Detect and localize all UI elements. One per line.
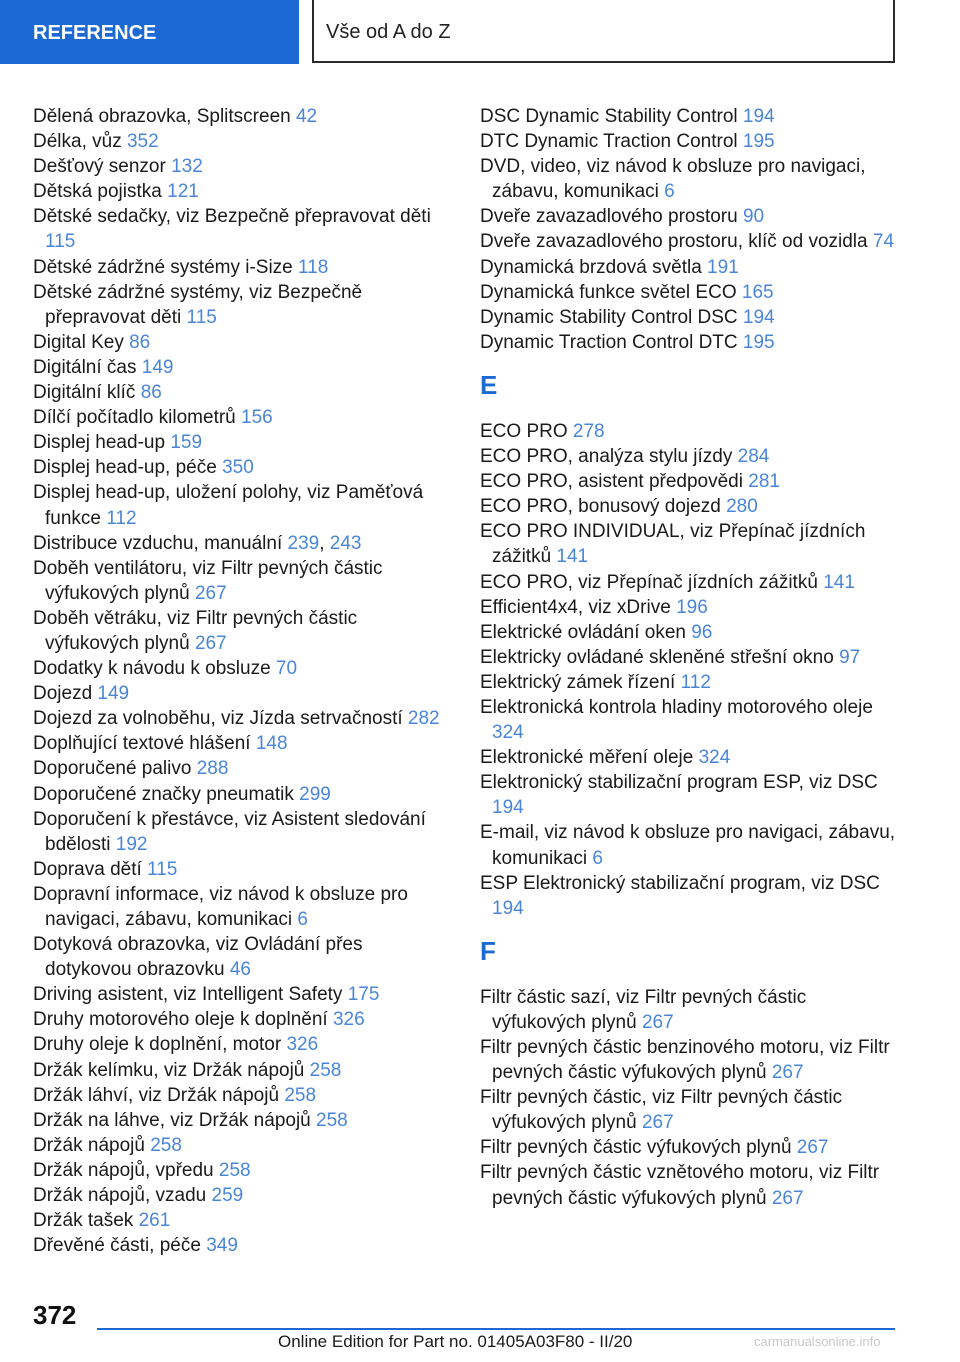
index-entry: [33, 1108, 453, 1133]
index-term: Držák na láhve, viz Držák nápojů: [33, 1109, 317, 1131]
index-term: E-mail, viz návod k obsluze pro navigaci, zábavu, komunikaci: [480, 822, 896, 869]
page-reference-link[interactable]: 195: [742, 331, 775, 353]
index-entry: [480, 570, 900, 595]
page-reference-link[interactable]: 121: [167, 181, 199, 203]
index-term: Délka, vůz: [33, 131, 127, 153]
index-term: Doběh ventilátoru, viz Filtr pevných částic výfukových plynů: [33, 557, 383, 604]
index-entry: [480, 595, 900, 620]
page-reference-link[interactable]: 112: [680, 671, 711, 693]
page-reference-link[interactable]: 258: [309, 1059, 342, 1081]
index-entry: [480, 620, 900, 645]
index-entry: [33, 104, 453, 129]
index-term: Driving asistent, viz Intelligent Safety: [33, 984, 348, 1006]
index-term: Doporučené značky pneumatik: [33, 783, 300, 805]
page-reference-link[interactable]: 141: [556, 546, 589, 568]
index-term: ESP Elektronický stabilizační program, viz DSC: [480, 872, 880, 894]
page-reference-link[interactable]: 243: [329, 532, 362, 554]
index-term: Elektrický zámek řízení: [480, 671, 681, 693]
index-group-f: [480, 985, 900, 1211]
index-term: DVD, video, viz návod k obsluze pro navigaci, zábavu, komunikaci: [480, 156, 866, 203]
index-term: Dětské zádržné systémy i-Size: [33, 256, 299, 278]
index-entry: [33, 731, 453, 756]
page-reference-link[interactable]: 258: [284, 1084, 317, 1106]
page-reference-link[interactable]: 70: [275, 658, 298, 680]
page-reference-link[interactable]: 6: [592, 847, 603, 869]
index-term: Držák nápojů, vpředu: [33, 1159, 219, 1181]
index-term: Dětská pojistka: [33, 181, 168, 203]
index-term: Držák kelímku, viz Držák nápojů: [33, 1059, 310, 1081]
index-entry: [480, 670, 900, 695]
index-term: Dešťový senzor: [33, 156, 172, 178]
index-term: Filtr pevných částic benzinového motoru, viz Filtr pevných částic výfukových plynů: [480, 1037, 890, 1084]
index-term: Doporučené palivo: [33, 758, 197, 780]
index-entry: [480, 444, 900, 469]
page-reference-link[interactable]: 324: [492, 722, 524, 744]
page-reference-link[interactable]: 350: [222, 457, 254, 479]
index-entry: [480, 129, 900, 154]
page-reference-link[interactable]: 90: [742, 206, 765, 228]
page-reference-link[interactable]: 195: [742, 131, 775, 153]
index-term: Displej head-up, péče: [33, 457, 223, 479]
index-entry: [33, 807, 453, 857]
page-reference-link[interactable]: 194: [492, 797, 524, 819]
index-term: Držák láhví, viz Držák nápojů: [33, 1084, 285, 1106]
page-number: 372: [33, 1300, 77, 1330]
index-term: Digitální čas: [33, 356, 142, 378]
index-term: Elektronický stabilizační program ESP, viz DSC: [480, 772, 878, 794]
page-reference-link[interactable]: 194: [492, 897, 524, 919]
page-reference-link[interactable]: 261: [138, 1210, 171, 1232]
index-entry: [33, 556, 453, 606]
index-entry: [480, 104, 900, 129]
page-reference-link[interactable]: 86: [140, 382, 162, 404]
index-term: Druhy motorového oleje k doplnění: [33, 1009, 333, 1031]
index-term: Držák tašek: [33, 1210, 139, 1232]
index-term: Dopravní informace, viz návod k obsluze pro navigaci, zábavu, komunikaci: [33, 883, 408, 930]
index-term: Distribuce vzduchu, manuální: [33, 532, 288, 554]
page-reference-link[interactable]: 282: [407, 708, 440, 730]
watermark: carmanualsonline.info: [754, 1334, 881, 1349]
page-reference-link[interactable]: 267: [641, 1011, 674, 1033]
index-entry: [480, 519, 900, 569]
index-term: Dílčí počítadlo kilometrů: [33, 407, 242, 429]
page-reference-link[interactable]: 278: [572, 420, 605, 442]
index-entry: [33, 455, 453, 480]
page-reference-link[interactable]: 115: [186, 306, 217, 328]
index-entry: [33, 204, 453, 254]
index-entry: [480, 745, 900, 770]
index-entry: [480, 1035, 900, 1085]
index-entry: [33, 756, 453, 781]
index-entry: [33, 1007, 453, 1032]
index-group-e: [480, 419, 900, 921]
index-entry: [33, 255, 453, 280]
index-term: Dynamická brzdová světla: [480, 256, 708, 278]
index-term: Doplňující textové hlášení: [33, 733, 256, 755]
index-entry: [480, 871, 900, 921]
index-entry: [480, 1085, 900, 1135]
index-term: Elektronická kontrola hladiny motorového oleje: [480, 696, 873, 718]
index-term: Filtr pevných částic vznětového motoru, viz Filtr pevných částic výfukových plynů: [480, 1162, 880, 1209]
footer-rule: [97, 1328, 895, 1330]
index-column-left: [33, 104, 453, 1258]
section-letter-f: F: [480, 935, 496, 966]
edition-note: Online Edition for Part no. 01405A03F80 - II/20: [278, 1332, 633, 1351]
section-letter-e: E: [480, 369, 498, 400]
index-entry: [480, 1135, 900, 1160]
index-entry: [33, 782, 453, 807]
index-term: Elektricky ovládané skleněné střešní okno: [480, 646, 840, 668]
index-term: DSC Dynamic Stability Control: [480, 106, 743, 127]
index-entry: [33, 1233, 453, 1258]
page-reference-link[interactable]: 42: [295, 106, 318, 127]
index-entry: [480, 280, 900, 305]
index-group-d: [480, 104, 900, 355]
section-tab: REFERENCE: [0, 0, 299, 64]
page-reference-link[interactable]: 349: [206, 1235, 238, 1257]
index-term: ECO PRO INDIVIDUAL, viz Přepínač jízdních zážitků: [480, 521, 866, 568]
index-entry: [33, 982, 453, 1007]
index-term: Displej head-up, uložení polohy, viz Paměťová funkce: [33, 482, 424, 529]
page-reference-link[interactable]: 326: [286, 1034, 319, 1056]
index-entry: [33, 179, 453, 204]
index-entry: [33, 1133, 453, 1158]
index-entry: [33, 1058, 453, 1083]
index-term: Filtr pevných částic, viz Filtr pevných částic výfukových plynů: [480, 1087, 843, 1134]
index-term: Dynamic Traction Control DTC: [480, 331, 743, 353]
index-entry: [480, 419, 900, 444]
index-entry: [33, 932, 453, 982]
index-entry: [33, 1083, 453, 1108]
index-term: Dětské zádržné systémy, viz Bezpečně přepravovat děti: [33, 281, 363, 328]
page-reference-link[interactable]: 352: [126, 131, 159, 153]
index-entry: [480, 204, 900, 229]
page-reference-link[interactable]: 259: [211, 1185, 244, 1207]
index-entry: [480, 330, 900, 355]
index-term: Držák nápojů, vzadu: [33, 1185, 212, 1207]
index-term: Filtr částic sazí, viz Filtr pevných částic výfukových plynů: [480, 986, 807, 1033]
index-term: ECO PRO: [480, 420, 573, 442]
page-reference-link[interactable]: 112: [106, 507, 137, 529]
index-term: Displej head-up: [33, 432, 171, 454]
index-entry: [33, 280, 453, 330]
page-reference-link[interactable]: 159: [170, 432, 203, 454]
index-term: Dojezd: [33, 683, 98, 705]
page-reference-link[interactable]: 141: [823, 571, 855, 593]
index-term: Doběh větráku, viz Filtr pevných částic výfukových plynů: [33, 607, 358, 654]
index-term: Elektronické měření oleje: [480, 747, 699, 769]
page-reference-link[interactable]: 115: [147, 858, 178, 880]
index-entry: [480, 305, 900, 330]
index-term: Dělená obrazovka, Splitscreen: [33, 106, 296, 127]
index-term: Doporučení k přestávce, viz Asistent sledování bdělosti: [33, 808, 426, 855]
index-entry: [33, 1032, 453, 1057]
index-entry: [33, 681, 453, 706]
index-entry: [480, 695, 900, 745]
index-entry: [480, 820, 900, 870]
page-reference-link[interactable]: 115: [45, 231, 76, 253]
page-reference-link[interactable]: 267: [771, 1187, 804, 1209]
page-reference-link[interactable]: 258: [218, 1159, 251, 1181]
page-reference-link[interactable]: 192: [115, 833, 148, 855]
page-reference-link[interactable]: 175: [347, 984, 380, 1006]
index-term: Efficient4x4, viz xDrive: [480, 596, 677, 618]
index-term: Držák nápojů: [33, 1134, 151, 1156]
page-reference-link[interactable]: 324: [698, 747, 731, 769]
index-entry: [33, 606, 453, 656]
index-entry: [33, 480, 453, 530]
page-reference-link[interactable]: 281: [748, 471, 780, 493]
page-reference-link[interactable]: 97: [839, 646, 861, 668]
page-reference-link[interactable]: 132: [171, 156, 203, 178]
page-title: Vše od A do Z: [312, 0, 895, 63]
index-term: Dotyková obrazovka, viz Ovládání přes dotykovou obrazovku: [33, 934, 363, 981]
index-column-right: [480, 104, 900, 1211]
page-reference-link[interactable]: 194: [742, 106, 775, 127]
index-term: ECO PRO, asistent předpovědi: [480, 471, 749, 493]
index-entry: [33, 380, 453, 405]
index-entry: [33, 330, 453, 355]
index-entry: [480, 985, 900, 1035]
page-reference-link[interactable]: 267: [194, 582, 227, 604]
page-reference-link[interactable]: 6: [297, 909, 308, 930]
index-entry: [480, 494, 900, 519]
index-term: Elektrické ovládání oken: [480, 621, 692, 643]
index-entry: [33, 706, 453, 731]
index-entry: [480, 770, 900, 820]
index-term: Dynamic Stability Control DSC: [480, 306, 743, 328]
page-reference-link[interactable]: 239: [287, 532, 320, 554]
index-entry: [33, 430, 453, 455]
page-reference-link[interactable]: 196: [676, 596, 708, 618]
index-term: Dětské sedačky, viz Bezpečně přepravovat děti: [33, 206, 431, 228]
page-reference-link[interactable]: 191: [707, 256, 739, 278]
index-entry: [33, 882, 453, 932]
index-entry: [480, 1160, 900, 1210]
page-reference-link[interactable]: 118: [298, 256, 329, 278]
index-entry: [33, 129, 453, 154]
page-reference-link[interactable]: 149: [141, 356, 174, 378]
page-reference-link[interactable]: 86: [129, 331, 151, 353]
index-entry: [33, 656, 453, 681]
page-reference-link[interactable]: 148: [255, 733, 288, 755]
index-term: Filtr pevných částic výfukových plynů: [480, 1137, 797, 1159]
page-reference-link[interactable]: 96: [691, 621, 713, 643]
index-entry: [33, 857, 453, 882]
page-reference-link[interactable]: 267: [771, 1062, 804, 1084]
page-reference-link[interactable]: 46: [229, 959, 251, 981]
page-reference-link[interactable]: 267: [796, 1137, 829, 1159]
index-entry: Distribuce vzduchu, manuální 239, 243: [33, 532, 362, 554]
index-term: Dřevěné části, péče: [33, 1235, 207, 1257]
page-reference-link[interactable]: 288: [196, 758, 229, 780]
page-reference-link[interactable]: 258: [316, 1109, 348, 1131]
index-entry: [480, 469, 900, 494]
index-term: Digital Key: [33, 331, 130, 353]
index-term: Druhy oleje k doplnění, motor: [33, 1034, 287, 1056]
index-entry: [480, 154, 900, 204]
page-reference-link[interactable]: 267: [194, 632, 227, 654]
page-reference-link[interactable]: 194: [742, 306, 775, 328]
index-entry: [33, 154, 453, 179]
page-reference-link[interactable]: 299: [299, 783, 331, 805]
page-reference-link[interactable]: 149: [97, 683, 130, 705]
index-entry: [480, 645, 900, 670]
index-term: ECO PRO, bonusový dojezd: [480, 496, 727, 518]
index-entry: [480, 255, 900, 280]
page-reference-link[interactable]: 267: [641, 1112, 674, 1134]
index-term: Dojezd za volnoběhu, viz Jízda setrvačností: [33, 708, 408, 730]
index-term: Dynamická funkce světel ECO: [480, 281, 742, 303]
index-entry: [33, 1183, 453, 1208]
page-reference-link[interactable]: 165: [741, 281, 774, 303]
page-reference-link[interactable]: 326: [332, 1009, 365, 1031]
index-entry: [33, 355, 453, 380]
index-term: Doprava dětí: [33, 858, 148, 880]
page-reference-link[interactable]: 284: [737, 446, 770, 468]
index-entry: [480, 229, 900, 254]
index-entry: [33, 1208, 453, 1233]
index-term: Dodatky k návodu k obsluze: [33, 658, 276, 680]
index-entry: [33, 405, 453, 430]
page-reference-link[interactable]: 258: [150, 1134, 182, 1156]
index-term: Dveře zavazadlového prostoru: [480, 206, 743, 228]
page-reference-link[interactable]: 280: [726, 496, 758, 518]
page-reference-link[interactable]: 74: [872, 231, 895, 253]
index-term: DTC Dynamic Traction Control: [480, 131, 743, 153]
index-term: ECO PRO, analýza stylu jízdy: [480, 446, 738, 468]
index-entry: [33, 1158, 453, 1183]
index-term: Digitální klíč: [33, 382, 141, 404]
index-term: Dveře zavazadlového prostoru, klíč od vozidla: [480, 231, 873, 253]
index-term: ECO PRO, viz Přepínač jízdních zážitků: [480, 571, 824, 593]
page-reference-link[interactable]: 156: [241, 407, 273, 429]
page-reference-link[interactable]: 6: [664, 181, 675, 203]
